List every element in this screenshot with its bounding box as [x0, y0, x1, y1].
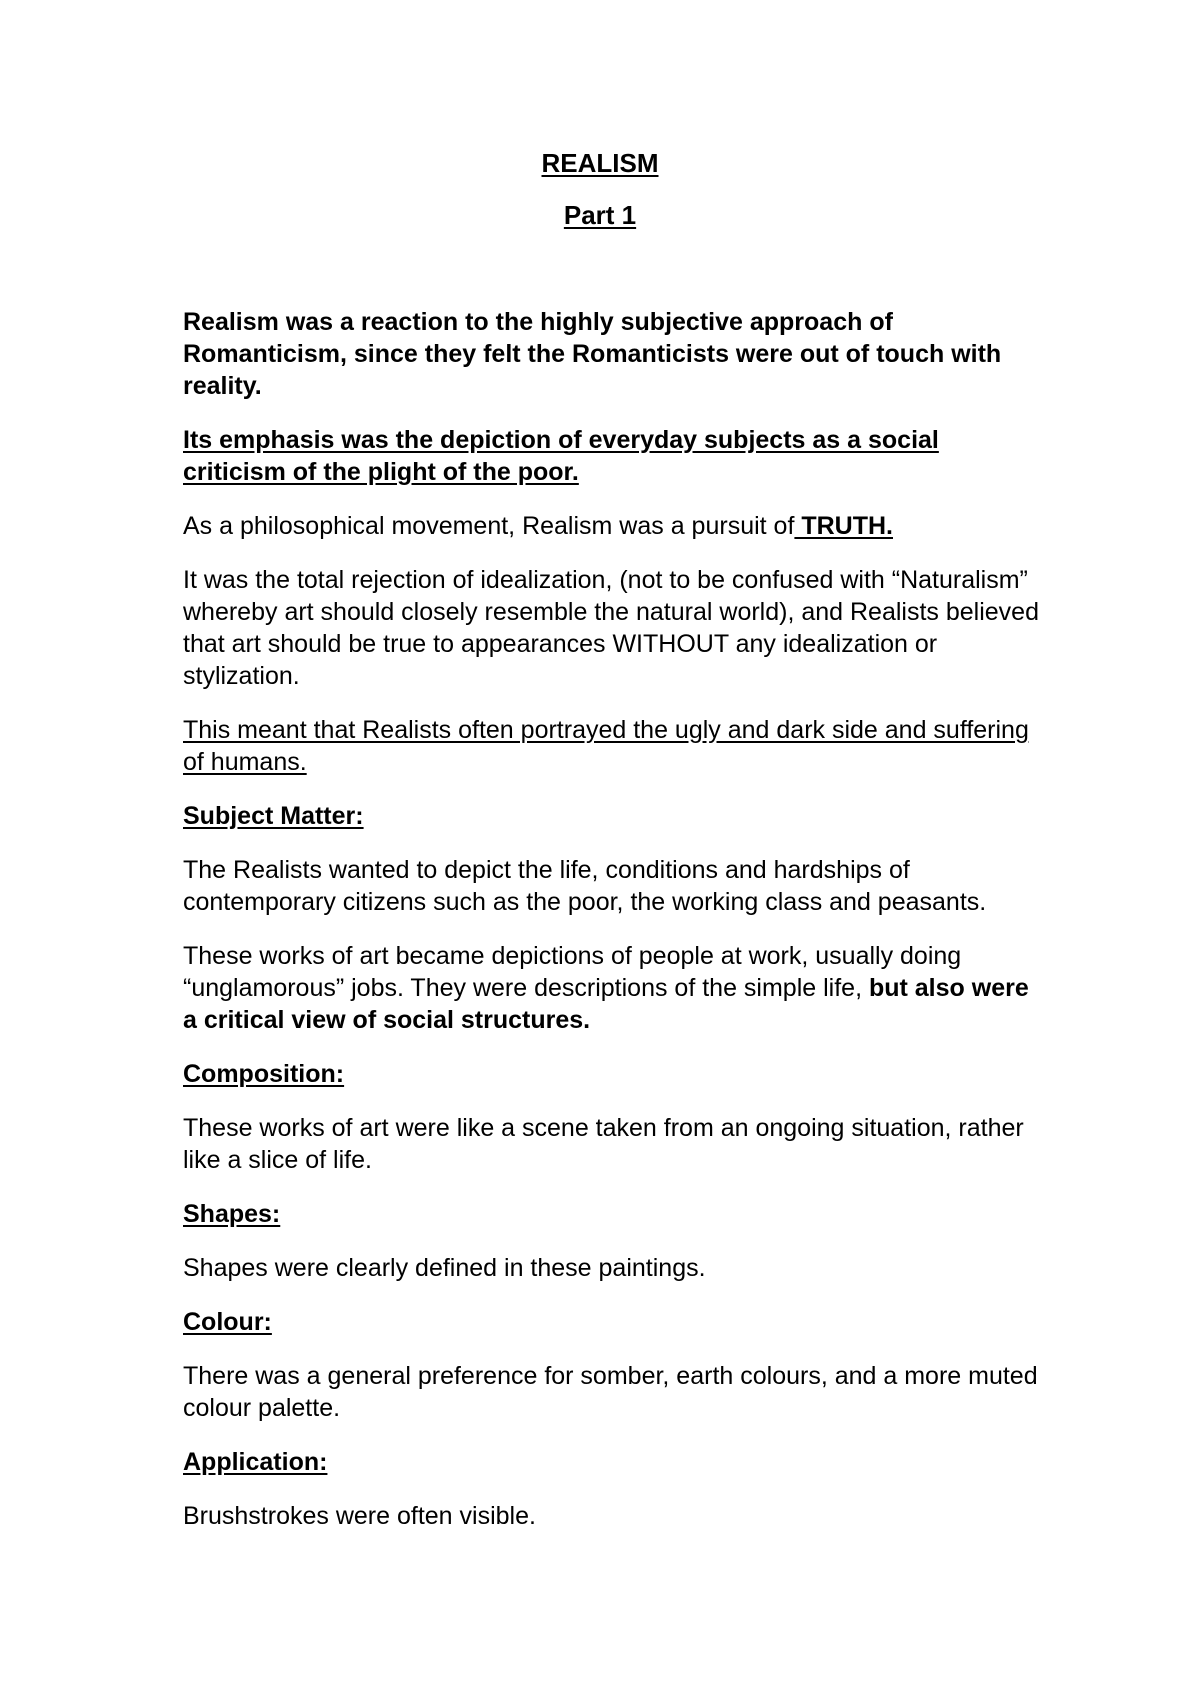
- shapes-heading: Shapes:: [183, 1200, 281, 1228]
- intro-paragraph: Realism was a reaction to the highly subjective approach of Romanticism, since they felt the Romanticists were out of touch with reality.: [183, 308, 1002, 400]
- document-body: [183, 306, 1043, 1554]
- subject-matter-paragraph-2: [183, 940, 1043, 1036]
- document-subtitle: [0, 200, 1200, 230]
- colour-heading: Colour:: [183, 1308, 272, 1336]
- document-title-text: REALISM: [541, 148, 659, 178]
- truth-paragraph: [183, 510, 1043, 542]
- document-subtitle-text: Part 1: [563, 200, 637, 230]
- document-title: [0, 148, 1200, 178]
- composition-paragraph: These works of art were like a scene taken from an ongoing situation, rather like a slice of life.: [183, 1114, 1024, 1174]
- colour-paragraph: There was a general preference for somber, earth colours, and a more muted colour palette.: [183, 1362, 1038, 1422]
- application-paragraph: Brushstrokes were often visible.: [183, 1502, 536, 1530]
- subject-matter-p2-bold: but also were a critical view of social structures.: [183, 974, 1029, 1034]
- application-heading: Application:: [183, 1448, 328, 1476]
- ugly-side-paragraph: This meant that Realists often portrayed the ugly and dark side and suffering of humans.: [183, 716, 1029, 776]
- rejection-paragraph: It was the total rejection of idealization, (not to be confused with “Naturalism” whereby art should closely resemble the natural world), and Realists believed that art should be true to appearances WITHOUT any idealization or stylization.: [183, 566, 1039, 690]
- truth-word: TRUTH.: [794, 512, 893, 540]
- emphasis-paragraph: Its emphasis was the depiction of everyday subjects as a social criticism of the plight of the poor.: [183, 426, 939, 486]
- subject-matter-paragraph-1: The Realists wanted to depict the life, conditions and hardships of contemporary citizens such as the poor, the working class and peasants.: [183, 856, 987, 916]
- shapes-paragraph: Shapes were clearly defined in these paintings.: [183, 1254, 706, 1282]
- truth-prefix: As a philosophical movement, Realism was a pursuit of: [183, 512, 795, 540]
- subject-matter-heading: Subject Matter:: [183, 802, 364, 830]
- composition-heading: Composition:: [183, 1060, 345, 1088]
- subject-matter-p2-normal: These works of art became depictions of people at work, usually doing “unglamorous” jobs. They were descriptions of the simple life,: [183, 942, 962, 1002]
